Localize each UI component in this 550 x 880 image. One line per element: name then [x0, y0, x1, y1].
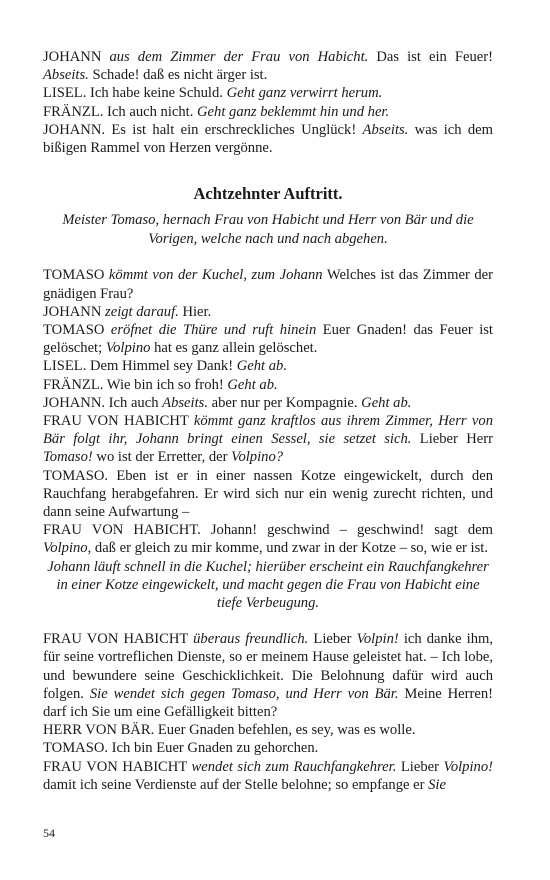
- scene-heading: Achtzehnter Auftritt.: [193, 184, 343, 204]
- stage-direction: Johann läuft schnell in die Kuchel; hierüber erscheint ein Rauchfangkehrer in einer Kotze eingewickelt, und macht gegen die Frau von Habicht eine tiefe Verbeugung.: [47, 558, 489, 612]
- dialogue-line: TOMASO eröfnet die Thüre und ruft hinein Euer Gnaden! das Feuer ist gelöschet; Volpino hat es ganz allein gelöschet.: [43, 322, 493, 357]
- dialogue-line: FRÄNZL. Wie bin ich so froh! Geht ab.: [43, 376, 278, 393]
- dialogue-line: TOMASO. Ich bin Euer Gnaden zu gehorchen.: [43, 740, 319, 757]
- dialogue-line: JOHANN. Ich auch Abseits. aber nur per Kompagnie. Geht ab.: [43, 394, 412, 411]
- page-number: 54: [43, 826, 55, 840]
- dialogue-line: JOHANN zeigt darauf. Hier.: [43, 303, 212, 320]
- cast-list: Meister Tomaso, hernach Frau von Habicht und Herr von Bär und die Vorigen, welche nach und nach abgehen.: [62, 212, 474, 247]
- dialogue-line: HERR VON BÄR. Euer Gnaden befehlen, es sey, was es wolle.: [43, 722, 416, 739]
- dialogue-line: FRAU VON HABICHT wendet sich zum Rauchfangkehrer. Lieber Volpino! damit ich seine Verdienste auf der Stelle belohne; so empfange er Sie: [43, 758, 493, 793]
- dialogue-line: LISEL. Dem Himmel sey Dank! Geht ab.: [43, 358, 287, 375]
- dialogue-line: FRAU VON HABICHT kömmt ganz kraftlos aus ihrem Zimmer, Herr von Bär folgt ihr, Johann bringt einen Sessel, sie setzet sich. Lieber Herr Tomaso! wo ist der Erretter, der Volpino?: [43, 413, 493, 466]
- dialogue-line: FRÄNZL. Ich auch nicht. Geht ganz beklemmt hin und her.: [43, 103, 390, 120]
- dialogue-line: JOHANN aus dem Zimmer der Frau von Habicht. Das ist ein Feuer! Abseits. Schade! daß es nicht ärger ist.: [43, 49, 493, 84]
- dialogue-line: FRAU VON HABICHT überaus freundlich. Lieber Volpin! ich danke ihm, für seine vortreflichen Dienste, so er meinem Hause geleistet hat. – Ich lobe, und bewundere seine Geschicklichkeit. Die Belohnung dafür wird auch folgen. Sie wendet sich gegen Tomaso, und Herr von Bär. Meine Herren! darf ich Sie um eine Gefälligkeit bitten?: [43, 631, 494, 721]
- dialogue-line: FRAU VON HABICHT. Johann! geschwind – geschwind! sagt dem Volpino, daß er gleich zu mir komme, und zwar in der Kotze – so, wie er ist.: [43, 522, 493, 557]
- dialogue-line: TOMASO kömmt von der Kuchel, zum Johann Welches ist das Zimmer der gnädigen Frau?: [43, 267, 493, 302]
- page-body: [43, 48, 493, 794]
- dialogue-line: LISEL. Ich habe keine Schuld. Geht ganz verwirrt herum.: [43, 85, 383, 102]
- dialogue-line: JOHANN. Es ist halt ein erschreckliches Unglück! Abseits. was ich dem bißigen Rammel von Herzen vergönne.: [43, 121, 493, 157]
- dialogue-line: TOMASO. Eben ist er in einer nassen Kotze eingewickelt, durch den Rauchfang herabgefahren. Er wird sich nur ein wenig zurecht richten, und dann seine Aufwartung –: [43, 467, 493, 521]
